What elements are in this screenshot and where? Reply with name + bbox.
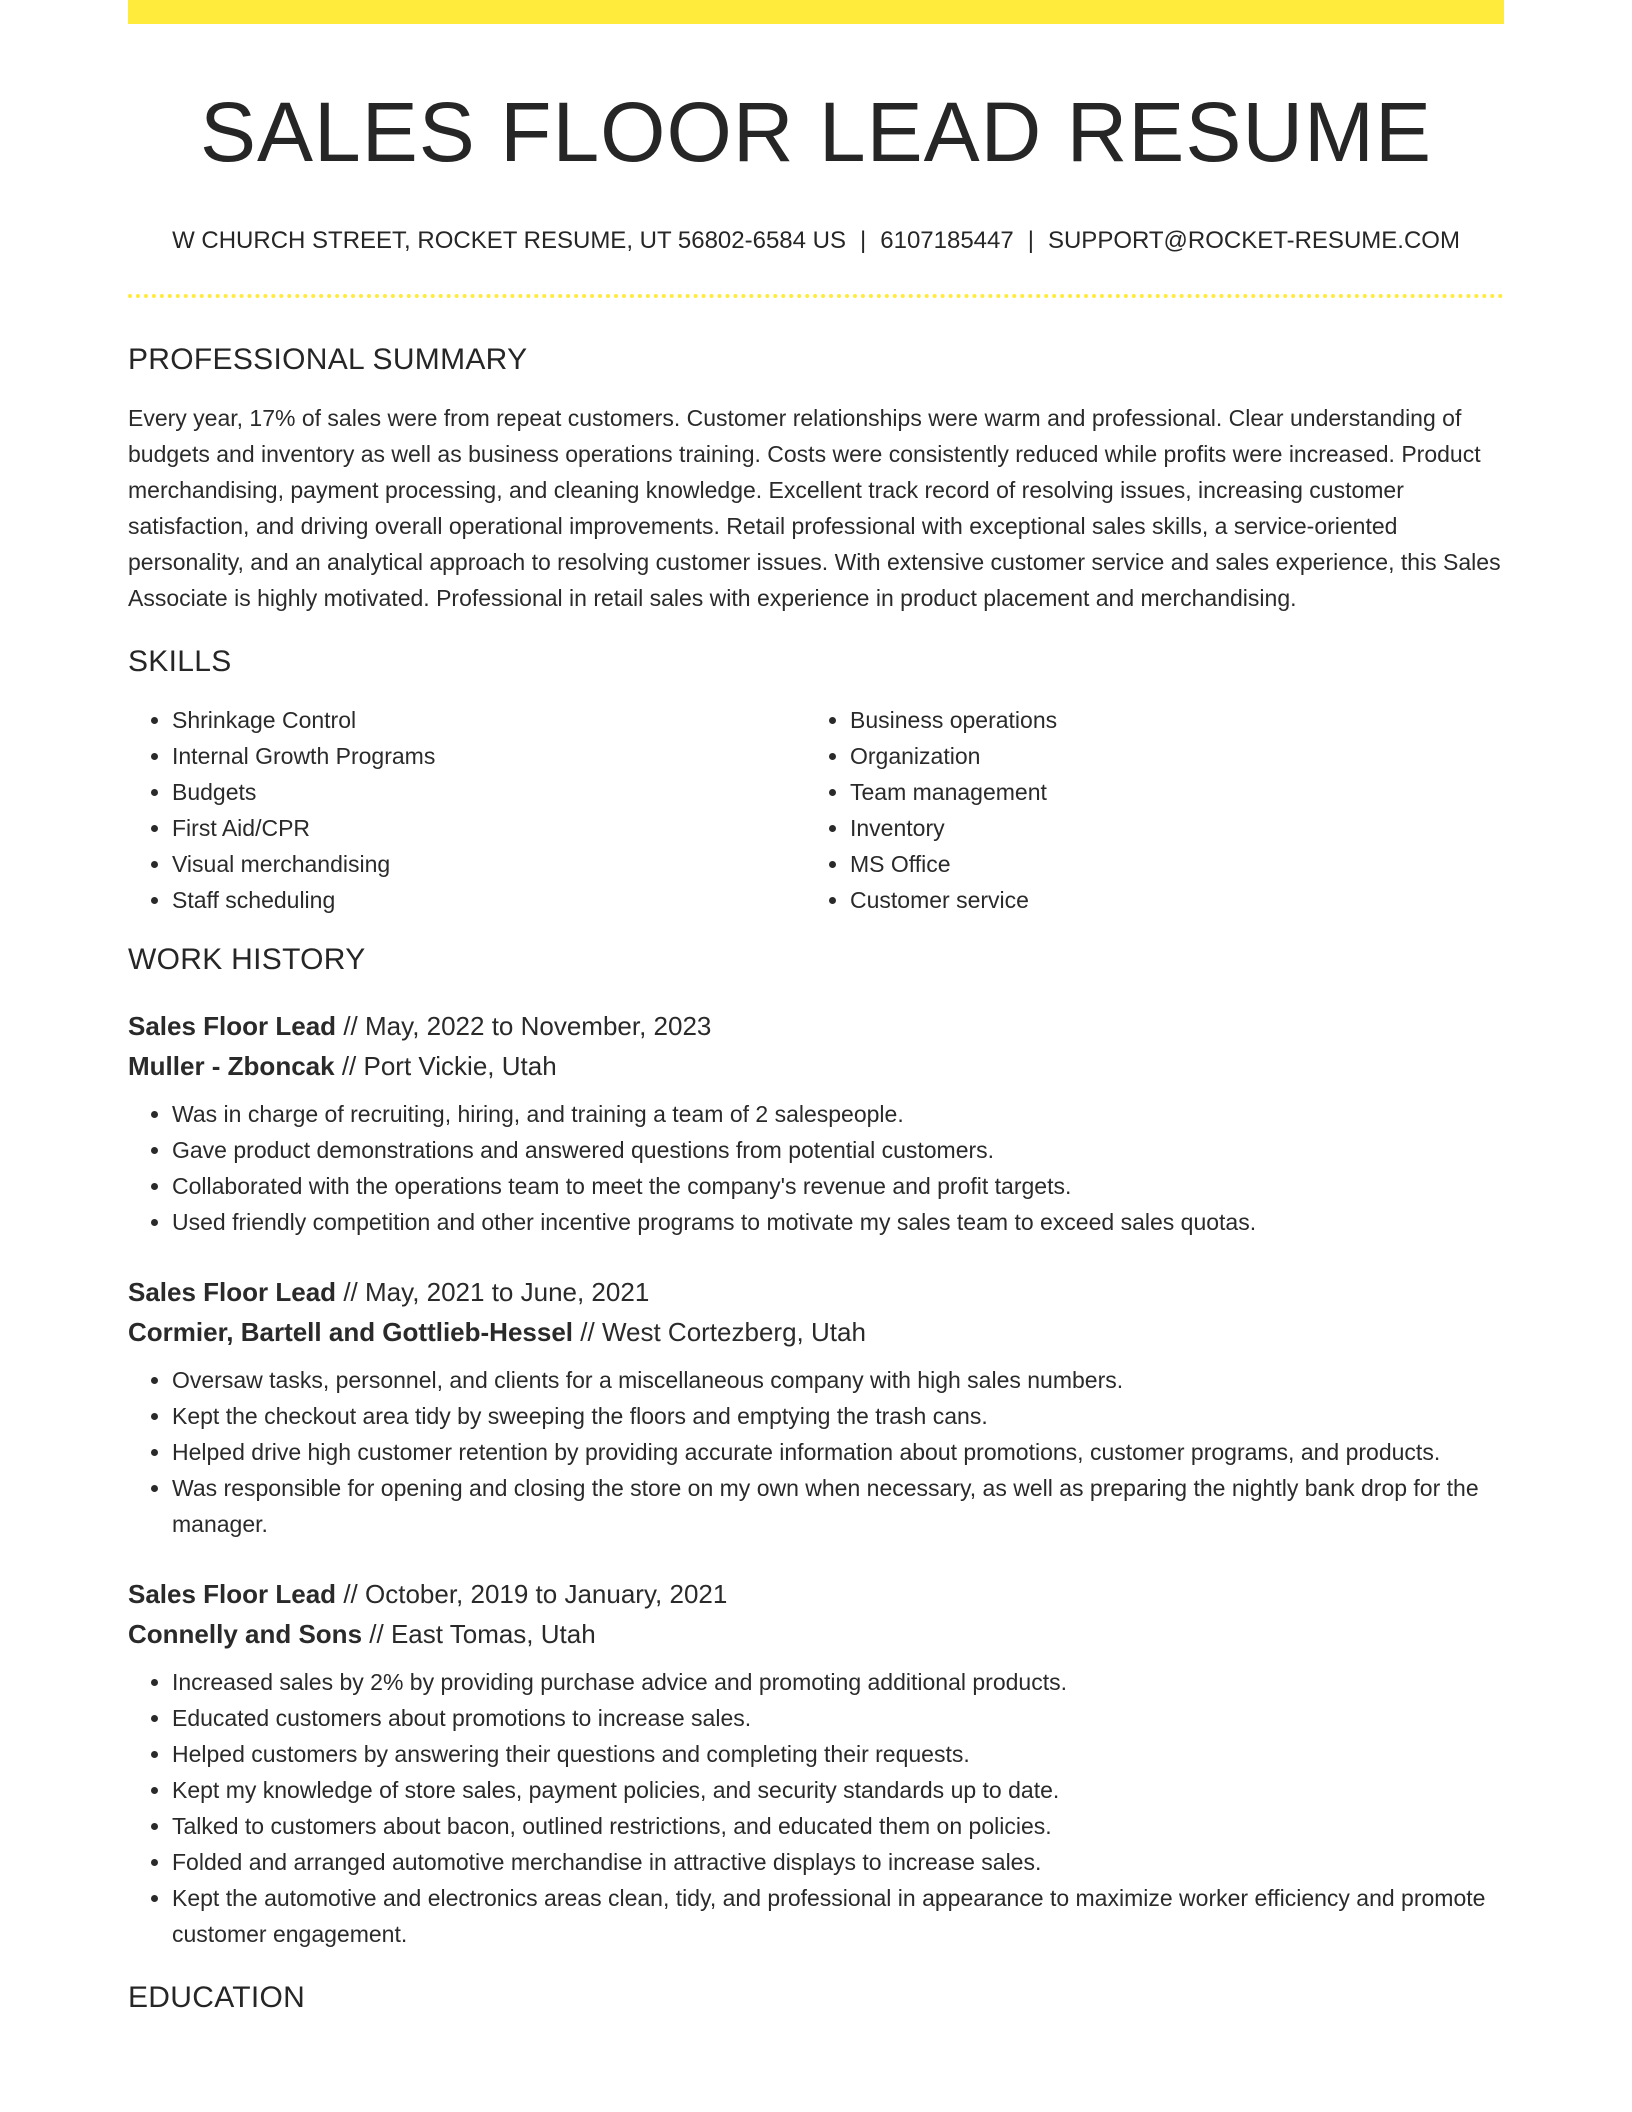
job-divider: // bbox=[341, 1050, 357, 1081]
skills-grid bbox=[128, 702, 1504, 918]
job-bullet: • Kept the checkout area tidy by sweeping the floors and emptying the trash cans. bbox=[172, 1398, 1504, 1434]
job-bullet: • Was responsible for opening and closing the store on my own when necessary, as well as preparing the nightly bank drop for the manager. bbox=[172, 1470, 1504, 1542]
education-heading: EDUCATION bbox=[128, 1980, 306, 2014]
summary-text: Every year, 17% of sales were from repeat customers. Customer relationships were warm and professional. Clear understanding of budgets and inventory as well as business operations training. Costs were consistently reduced while profits were increased. Product merchandising, payment processing, and cleaning knowledge. Excellent track record of resolving issues, increasing customer satisfaction, and driving overall operational improvements. Retail professional with exceptional sales skills, a service-oriented personality, and an analytical approach to resolving customer issues. With extensive customer service and sales experience, this Sales Associate is highly motivated. Professional in retail sales with experience in product placement and merchandising. bbox=[128, 404, 1501, 611]
skill-item: • Customer service bbox=[850, 882, 1484, 918]
skills-list-right bbox=[806, 702, 1484, 918]
job-dates: October, 2019 to January, 2021 bbox=[365, 1578, 728, 1609]
contact-separator: | bbox=[860, 226, 867, 254]
job-bullet: • Helped drive high customer retention by providing accurate information about promotions, customer programs, and products. bbox=[172, 1434, 1504, 1470]
job-role: Sales Floor Lead bbox=[128, 1010, 337, 1041]
job-role-line bbox=[128, 1574, 1504, 1614]
job-dates: May, 2022 to November, 2023 bbox=[365, 1010, 712, 1041]
job-bullet: • Educated customers about promotions to increase sales. bbox=[172, 1700, 1504, 1736]
job-bullet: • Helped customers by answering their questions and completing their requests. bbox=[172, 1736, 1504, 1772]
contact-email: SUPPORT@ROCKET-RESUME.COM bbox=[1047, 226, 1460, 254]
job-location: West Cortezberg, Utah bbox=[601, 1316, 866, 1347]
skill-item: • Team management bbox=[850, 774, 1484, 810]
job-bullets bbox=[128, 1096, 1504, 1240]
job-divider: // bbox=[580, 1316, 595, 1347]
job-bullet: • Was in charge of recruiting, hiring, and training a team of 2 salespeople. bbox=[172, 1096, 1504, 1132]
job-company-line bbox=[128, 1312, 1504, 1352]
job-bullets bbox=[128, 1362, 1504, 1542]
job-entry bbox=[128, 1272, 1504, 1542]
skill-item: • Staff scheduling bbox=[172, 882, 806, 918]
job-dates: May, 2021 to June, 2021 bbox=[365, 1276, 650, 1307]
dotted-divider bbox=[128, 294, 1504, 298]
job-bullet: • Kept the automotive and electronics areas clean, tidy, and professional in appearance to maximize worker efficiency and promote customer engagement. bbox=[172, 1880, 1504, 1952]
skill-item: • Internal Growth Programs bbox=[172, 738, 806, 774]
job-bullets bbox=[128, 1664, 1504, 1952]
job-role: Sales Floor Lead bbox=[128, 1276, 337, 1307]
resume-page bbox=[128, 0, 1504, 2016]
summary-heading: PROFESSIONAL SUMMARY bbox=[128, 342, 528, 376]
job-company: Connelly and Sons bbox=[128, 1618, 363, 1649]
job-entry bbox=[128, 1006, 1504, 1240]
skill-item: • Organization bbox=[850, 738, 1484, 774]
skills-heading: SKILLS bbox=[128, 644, 232, 678]
job-divider: // bbox=[369, 1618, 384, 1649]
job-company-line bbox=[128, 1614, 1504, 1654]
skill-item: • First Aid/CPR bbox=[172, 810, 806, 846]
skill-item: • Inventory bbox=[850, 810, 1484, 846]
work-history-heading: WORK HISTORY bbox=[128, 942, 366, 976]
job-divider: // bbox=[343, 1578, 358, 1609]
job-bullet: • Gave product demonstrations and answered questions from potential customers. bbox=[172, 1132, 1504, 1168]
job-bullet: • Talked to customers about bacon, outlined restrictions, and educated them on policies. bbox=[172, 1808, 1504, 1844]
job-location: East Tomas, Utah bbox=[390, 1618, 596, 1649]
job-bullet: • Increased sales by 2% by providing purchase advice and promoting additional products. bbox=[172, 1664, 1504, 1700]
contact-address: W CHURCH STREET, ROCKET RESUME, UT 56802-6584 US bbox=[172, 226, 847, 254]
skill-item: • Business operations bbox=[850, 702, 1484, 738]
job-company: Cormier, Bartell and Gottlieb-Hessel bbox=[128, 1316, 574, 1347]
job-bullet: • Kept my knowledge of store sales, payment policies, and security standards up to date. bbox=[172, 1772, 1504, 1808]
skill-item: • Visual merchandising bbox=[172, 846, 806, 882]
skill-item: • Shrinkage Control bbox=[172, 702, 806, 738]
skill-item: • MS Office bbox=[850, 846, 1484, 882]
skill-item: • Budgets bbox=[172, 774, 806, 810]
contact-line bbox=[128, 225, 1504, 256]
accent-top-bar bbox=[128, 0, 1504, 24]
contact-phone: 6107185447 bbox=[880, 226, 1014, 254]
job-bullet: • Collaborated with the operations team to meet the company's revenue and profit targets. bbox=[172, 1168, 1504, 1204]
job-bullet: • Used friendly competition and other incentive programs to motivate my sales team to exceed sales quotas. bbox=[172, 1204, 1504, 1240]
job-bullet: • Oversaw tasks, personnel, and clients for a miscellaneous company with high sales numbers. bbox=[172, 1362, 1504, 1398]
job-entry bbox=[128, 1574, 1504, 1952]
job-divider: // bbox=[343, 1010, 358, 1041]
resume-title: SALES FLOOR LEAD RESUME bbox=[199, 85, 1433, 179]
job-location: Port Vickie, Utah bbox=[363, 1050, 557, 1081]
job-role: Sales Floor Lead bbox=[128, 1578, 337, 1609]
job-divider: // bbox=[343, 1276, 358, 1307]
job-company-line bbox=[128, 1046, 1504, 1086]
job-role-line bbox=[128, 1272, 1504, 1312]
job-role-line bbox=[128, 1006, 1504, 1046]
contact-separator: | bbox=[1027, 226, 1034, 254]
job-bullet: • Folded and arranged automotive merchandise in attractive displays to increase sales. bbox=[172, 1844, 1504, 1880]
skills-list-left bbox=[128, 702, 806, 918]
job-company: Muller - Zboncak bbox=[128, 1050, 335, 1081]
